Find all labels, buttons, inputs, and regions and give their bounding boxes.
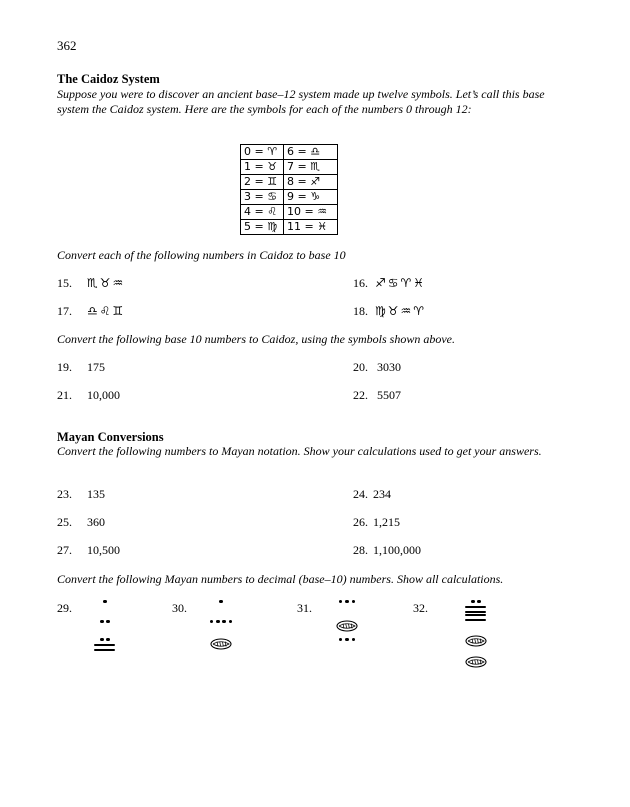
problem-number: 24. xyxy=(353,487,368,501)
decimal-value: 360 xyxy=(87,515,105,529)
mayan-bar xyxy=(465,614,486,616)
decimal-value: 135 xyxy=(87,487,105,501)
problem-19 xyxy=(57,360,105,375)
symbol-cell: 7 = ♏ xyxy=(284,160,338,175)
mayan-instruction-1: Convert the following numbers to Mayan notation. Show your calculations used to get your answers. xyxy=(57,444,542,458)
symbol-cell: 8 = ♐ xyxy=(284,175,338,190)
mayan-bar xyxy=(465,606,486,608)
mayan-dot xyxy=(103,600,106,603)
problem-number: 29. xyxy=(57,601,72,615)
mayan-bar xyxy=(465,611,486,613)
shell-zero-icon xyxy=(465,635,487,647)
mayan-dot xyxy=(471,600,474,603)
symbol-cell: 0 = ♈ xyxy=(241,145,284,160)
mayan-level xyxy=(210,620,234,636)
mayan-section-title: Mayan Conversions xyxy=(57,430,164,444)
mayan-dot xyxy=(352,638,355,641)
decimal-value: 234 xyxy=(373,487,391,501)
decimal-value: 175 xyxy=(87,360,105,374)
symbol-cell: 11 = ♓ xyxy=(284,220,338,235)
caidoz-value: ♍♉♒♈ xyxy=(375,304,427,318)
mayan-level xyxy=(465,635,489,651)
problem-number: 15. xyxy=(57,276,72,290)
problem-number: 25. xyxy=(57,515,72,529)
problem-27 xyxy=(57,543,120,558)
caidoz-symbol-table xyxy=(240,144,338,235)
decimal-value: 1,100,000 xyxy=(373,543,421,557)
symbol-cell: 6 = ♎ xyxy=(284,145,338,160)
shell-zero-icon xyxy=(465,656,487,668)
table-row xyxy=(241,160,338,175)
caidoz-instruction-2: Convert the following base 10 numbers to Caidoz, using the symbols shown above. xyxy=(57,332,455,346)
problem-17 xyxy=(57,304,125,319)
mayan-dot xyxy=(100,620,103,623)
symbol-cell: 10 = ♒ xyxy=(284,205,338,220)
caidoz-value: ♏♉♒ xyxy=(87,276,126,290)
symbol-cell: 5 = ♍ xyxy=(241,220,284,235)
symbol-cell: 2 = ♊ xyxy=(241,175,284,190)
problem-22 xyxy=(353,388,401,403)
mayan-level xyxy=(210,638,234,654)
mayan-level xyxy=(336,638,360,654)
mayan-dot xyxy=(477,600,480,603)
problem-number: 22. xyxy=(353,388,368,402)
decimal-value: 10,000 xyxy=(87,388,120,402)
mayan-dot xyxy=(345,638,348,641)
problem-number: 17. xyxy=(57,304,72,318)
problem-25 xyxy=(57,515,105,530)
problem-number: 30. xyxy=(172,601,187,615)
table-row xyxy=(241,190,338,205)
problem-28 xyxy=(353,543,421,558)
caidoz-section-title: The Caidoz System xyxy=(57,72,160,86)
problem-number: 18. xyxy=(353,304,368,318)
problem-24 xyxy=(353,487,391,502)
problem-number: 32. xyxy=(413,601,428,615)
symbol-cell: 4 = ♌ xyxy=(241,205,284,220)
mayan-dot xyxy=(106,620,109,623)
page-number: 362 xyxy=(57,38,77,53)
caidoz-instruction-1: Convert each of the following numbers in Caidoz to base 10 xyxy=(57,248,346,262)
mayan-dot xyxy=(106,638,109,641)
mayan-dot xyxy=(345,600,348,603)
mayan-dot xyxy=(216,620,219,623)
mayan-level xyxy=(94,638,118,654)
problem-number: 19. xyxy=(57,360,72,374)
caidoz-value: ♎♌♊ xyxy=(87,304,126,318)
table-row xyxy=(241,205,338,220)
mayan-level xyxy=(465,656,489,672)
table-row xyxy=(241,175,338,190)
mayan-bar xyxy=(465,619,486,621)
problem-21 xyxy=(57,388,120,403)
mayan-bar xyxy=(94,644,115,646)
problem-16 xyxy=(353,276,426,291)
mayan-dot xyxy=(229,620,232,623)
shell-zero-icon xyxy=(210,638,232,650)
decimal-value: 3030 xyxy=(377,360,401,374)
mayan-level xyxy=(94,600,118,616)
mayan-dot xyxy=(100,638,103,641)
problem-number: 20. xyxy=(353,360,368,374)
problem-number: 31. xyxy=(297,601,312,615)
mayan-level xyxy=(465,614,489,630)
caidoz-value: ♐♋♈♓ xyxy=(375,276,427,290)
mayan-instruction-2: Convert the following Mayan numbers to decimal (base–10) numbers. Show all calculations. xyxy=(57,572,504,586)
mayan-level xyxy=(336,620,360,636)
mayan-dot xyxy=(210,620,213,623)
problem-26 xyxy=(353,515,400,530)
decimal-value: 5507 xyxy=(377,388,401,402)
table-row xyxy=(241,220,338,235)
problem-18 xyxy=(353,304,426,319)
problem-number: 16. xyxy=(353,276,368,290)
mayan-level xyxy=(94,620,118,636)
problem-15 xyxy=(57,276,125,291)
mayan-dot xyxy=(219,600,222,603)
mayan-dot xyxy=(352,600,355,603)
symbol-cell: 3 = ♋ xyxy=(241,190,284,205)
mayan-dot xyxy=(339,638,342,641)
decimal-value: 10,500 xyxy=(87,543,120,557)
mayan-dot xyxy=(339,600,342,603)
problem-20 xyxy=(353,360,401,375)
mayan-bar xyxy=(94,649,115,651)
caidoz-intro: Suppose you were to discover an ancient base–12 system made up twelve symbols. Let’s call this base system the Caidoz system. Here are the symbols for each of the numbers 0 through 12: xyxy=(57,87,545,116)
mayan-level xyxy=(210,600,234,616)
mayan-level xyxy=(336,600,360,616)
problem-number: 27. xyxy=(57,543,72,557)
table-row xyxy=(241,145,338,160)
problem-number: 26. xyxy=(353,515,368,529)
mayan-dot xyxy=(222,620,225,623)
problem-number: 21. xyxy=(57,388,72,402)
problem-number: 28. xyxy=(353,543,368,557)
shell-zero-icon xyxy=(336,620,358,632)
decimal-value: 1,215 xyxy=(373,515,400,529)
symbol-cell: 9 = ♑ xyxy=(284,190,338,205)
problem-number: 23. xyxy=(57,487,72,501)
symbol-cell: 1 = ♉ xyxy=(241,160,284,175)
problem-23 xyxy=(57,487,105,502)
